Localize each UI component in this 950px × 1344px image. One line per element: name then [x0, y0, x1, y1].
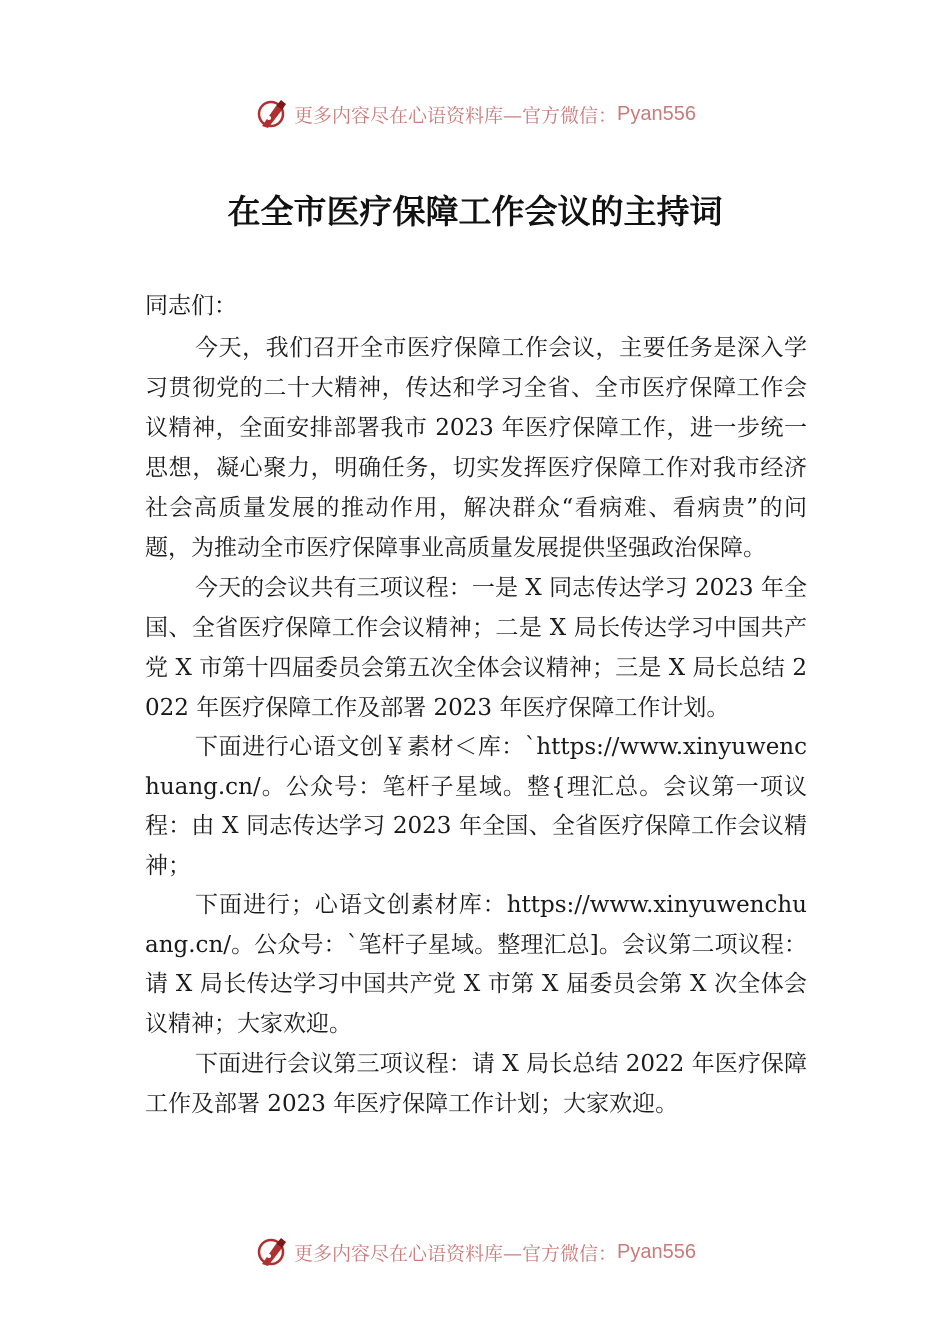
paragraph-agenda: 今天的会议共有三项议程：一是 X 同志传达学习 2023 年全国、全省医疗保障工作会议精神；二是 X 局长传达学习中国共产党 X 市第十四届委员会第五次全体会议精神；三是 X 局长总结 2022 年医疗保障工作及部署 2023 年医疗保障工作计划。	[145, 575, 807, 721]
banner-wechat-id: Pyan556	[617, 102, 696, 125]
document-title: 在全市医疗保障工作会议的主持词	[227, 192, 723, 231]
document-body	[145, 286, 807, 1124]
banner-text: 更多内容尽在心语资料库—官方微信：	[294, 104, 618, 127]
pen-nib-logo-icon	[254, 1234, 290, 1270]
paragraph-agenda-item-2: 下面进行；心语文创素材库：https://www.xinyuwenchuang.cn/。公众号：`笔杆子星域。整理汇总]。会议第二项议程：请 X 局长传达学习中国共产党 X 市第 X 届委员会第 X 次全体会议精神；大家欢迎。	[145, 892, 808, 1037]
pen-nib-logo-icon	[254, 96, 290, 132]
header-watermark-banner	[0, 94, 950, 134]
banner-wechat-id: Pyan556	[617, 1240, 696, 1263]
footer-watermark-banner	[0, 1232, 950, 1272]
paragraph-intro: 今天，我们召开全市医疗保障工作会议，主要任务是深入学习贯彻党的二十大精神，传达和学习全省、全市医疗保障工作会议精神，全面安排部署我市 2023 年医疗保障工作，进一步统一思想，凝心聚力，明确任务，切实发挥医疗保障工作对我市经济社会高质量发展的推动作用，解决群众“看病难、看病贵”的问题，为推动全市医疗保障事业高质量发展提供坚强政治保障。	[145, 335, 807, 561]
paragraph-agenda-item-1: 下面进行心语文创￥素材＜库：`https://www.xinyuwenchuang.cn/。公众号：笔杆子星域。整{理汇总。会议第一项议程：由 X 同志传达学习 2023 年全国、全省医疗保障工作会议精神；	[145, 734, 807, 879]
paragraph-agenda-item-3: 下面进行会议第三项议程：请 X 局长总结 2022 年医疗保障工作及部署 2023 年医疗保障工作计划；大家欢迎。	[145, 1051, 807, 1117]
greeting: 同志们：	[145, 293, 237, 319]
banner-text: 更多内容尽在心语资料库—官方微信：	[294, 1242, 618, 1265]
